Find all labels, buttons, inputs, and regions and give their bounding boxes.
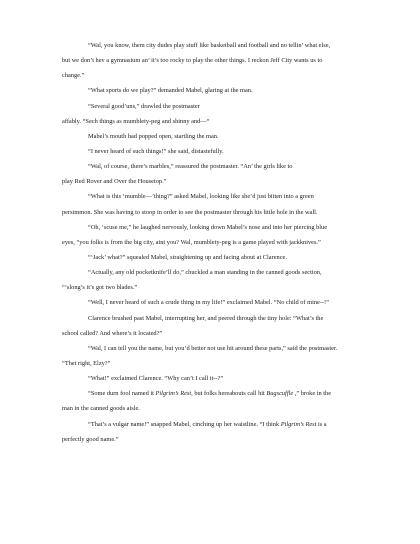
text-line — [62, 386, 366, 401]
text-line: “‘Jack’ what?” squealed Mabel, straightening up and facing about at Clarence. — [88, 253, 287, 261]
text-line: “‘slong’s it’s got two blades.” — [62, 284, 138, 292]
text-line: “Oh, ‘scuse me,” he laughed nervously, looking down Mabel’s nose and into her piercing blue — [88, 223, 328, 231]
text-run: ,” broke in the — [293, 390, 332, 398]
text-line: change.” — [62, 72, 85, 80]
text-line: “Actually, any old pocketknife’ll do,” chuckled a man standing in the canned goods section, — [88, 269, 322, 277]
text-line: Clarence brushed past Mabel, interrupting her, and peered through the tiny hole: “What’s the — [88, 314, 324, 322]
text-line: “Wal, I can tell you the name, but you’d better not use hit around these parts,” said the postmaster. — [88, 344, 338, 352]
text-run: “Some durn fool named it — [88, 390, 156, 398]
text-run: is a — [316, 420, 327, 428]
text-line: but we don’t hev a gymnasium an’ it’s too rocky to play the other things. I reckon Jeff City wants us to — [62, 57, 323, 65]
text-line: perfectly good name.” — [62, 435, 119, 443]
text-line: “Wal, of course, there’s marbles,” reassured the postmaster. “An’ the girls like to — [88, 163, 293, 171]
italic-title: Bugscuffle — [266, 390, 294, 398]
text-line: play Red Rover and Over the Housetop.” — [62, 178, 167, 186]
text-line: “I never heard of such things!” she said, distastefully. — [88, 147, 224, 155]
text-line: school called? And where’s it located?” — [62, 329, 163, 337]
text-line: man in the canned goods aisle. — [62, 405, 140, 413]
text-line — [62, 417, 366, 432]
italic-title: Pilgrim’s Rest — [155, 390, 192, 398]
text-line: persimmon. She was having to stoop in order to see the postmaster through his little hole in the wall. — [62, 208, 318, 216]
text-line: “Several good’uns,” drawled the postmaster — [88, 102, 200, 110]
text-line: eyes, “you folks is from the big city, aint you? Wal, mumblety-peg is a game played with jackknives.” — [62, 238, 321, 246]
text-line: Mabel’s mouth had popped open, startling the man. — [88, 132, 219, 140]
body-text — [62, 38, 366, 447]
text-line: “What is this ‘mumble—’thing?” asked Mabel, looking like she’d just bitten into a green — [88, 193, 314, 201]
text-run: “That’s a vulgar name!” snapped Mabel, cinching up her waistline. “I think — [88, 420, 281, 428]
text-line: “Wal, you know, them city dudes play stuff like basketball and football and no tellin’ what else, — [88, 42, 331, 49]
text-line: “Thet right, Elzy?” — [62, 359, 111, 367]
text-line: “What sports do we play?” demanded Mabel, glaring at the man. — [88, 87, 253, 95]
italic-title: Pilgrim’s Rest — [280, 420, 317, 428]
text-run: , but folks hereabouts call hit — [191, 390, 267, 398]
text-line: “What!” exclaimed Clarence. “Why can’t I call it--?” — [88, 375, 224, 383]
text-line: affably. “Sech things as mumblety-peg and shinny and—“ — [62, 117, 210, 125]
text-line: “Well, I never heard of such a crude thing in my life!” exclaimed Mabel. “No child of mine--!” — [88, 299, 329, 307]
